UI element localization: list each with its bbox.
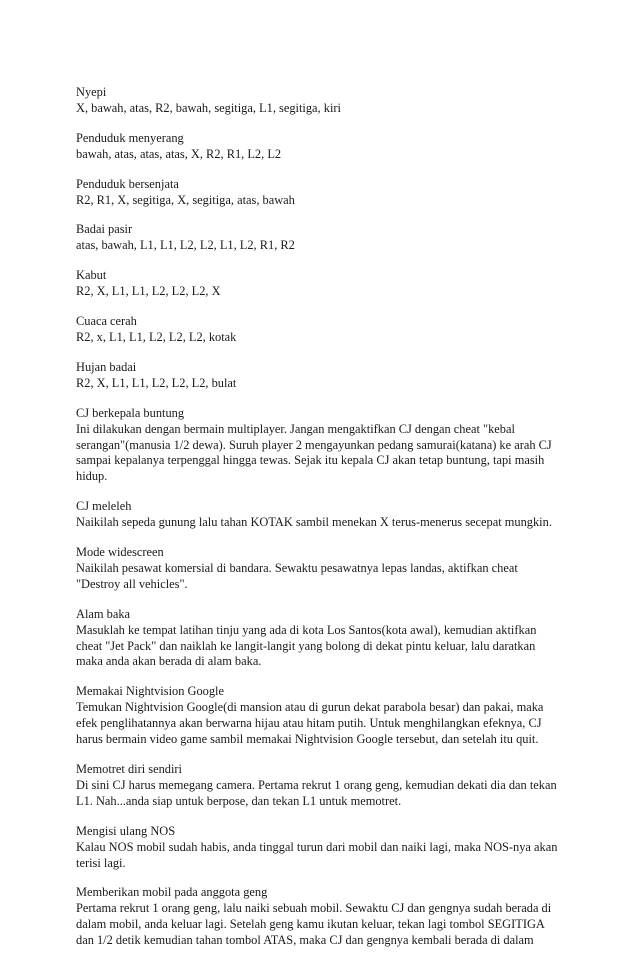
cheat-description-line: Di sini CJ harus memegang camera. Pertama rekrut 1 orang geng, kemudian dekati dia dan tekan [76,777,557,792]
cheat-section [76,177,576,209]
cheat-section [76,684,576,748]
cheat-description-line: serangan"(manusia 1/2 dewa). Suruh player 2 mengayunkan pedang samurai(katana) ke arah CJ [76,437,552,452]
cheat-description-line: "Destroy all vehicles". [76,576,188,591]
cheat-title: Kabut [76,268,107,283]
cheat-description-line: maka anda akan berada di alam baka. [76,654,262,669]
cheat-section [76,222,576,254]
cheat-title: Cuaca cerah [76,314,137,329]
cheat-description-line: R2, X, L1, L1, L2, L2, L2, X [76,284,221,299]
cheat-title: Penduduk bersenjata [76,176,179,191]
cheat-description-line: R2, X, L1, L1, L2, L2, L2, bulat [76,375,237,390]
cheat-description-line: atas, bawah, L1, L1, L2, L2, L1, L2, R1, R2 [76,238,295,253]
cheat-section [76,314,576,346]
cheat-section [76,268,576,300]
cheat-title: CJ berkepala buntung [76,405,185,420]
cheat-section [76,85,576,117]
cheat-description-line: Ini dilakukan dengan bermain multiplayer. Jangan mengaktifkan CJ dengan cheat "kebal [76,421,515,436]
cheat-section [76,406,576,486]
cheat-description-line: terisi lagi. [76,855,126,870]
cheat-description-line: efek penglihatannya akan berwarna hijau atau hitam putih. Untuk menghilangkan efeknya, CJ [76,716,542,731]
cheat-title: CJ meleleh [76,499,132,514]
cheat-description-line: Temukan Nightvision Google(di mansion atau di gurun dekat parabola besar) dan pakai, maka [76,700,544,715]
cheat-description-line: hidup. [76,469,108,484]
cheat-description-line: dan 1/2 detik kemudian tahan tombol ATAS, maka CJ dan gengnya kembali berada di dalam [76,933,534,948]
cheat-section [76,762,576,810]
cheat-title: Alam baka [76,606,131,621]
cheat-description-line: L1. Nah...anda siap untuk berpose, dan tekan L1 untuk memotret. [76,793,402,808]
cheat-description-line: R2, R1, X, segitiga, X, segitiga, atas, bawah [76,192,295,207]
cheat-description-line: harus bermain video game sambil memakai Nightvision Google tersebut, dan setelah itu quit. [76,732,539,747]
cheat-description-line: X, bawah, atas, R2, bawah, segitiga, L1, segitiga, kiri [76,100,341,115]
cheat-title: Badai pasir [76,222,133,237]
cheat-title: Mode widescreen [76,545,164,560]
cheat-title: Memakai Nightvision Google [76,684,224,699]
cheat-section [76,499,576,531]
cheat-description-line: cheat "Jet Pack" dan naiklah ke langit-langit yang bolong di dekat pintu keluar, lalu daratkan [76,638,536,653]
cheat-section [76,131,576,163]
cheat-description-line: sampai kepalanya terpenggal hingga tewas. Sejak itu kepala CJ akan tetap buntung, tapi masih [76,453,545,468]
cheat-description-line: Masuklah ke tempat latihan tinju yang ada di kota Los Santos(kota awal), kemudian aktifkan [76,622,537,637]
cheat-section [76,885,576,949]
cheat-title: Memberikan mobil pada anggota geng [76,885,268,900]
cheat-title: Hujan badai [76,359,137,374]
cheat-description-line: Naikilah sepeda gunung lalu tahan KOTAK sambil menekan X terus-menerus secepat mungkin. [76,515,552,530]
cheat-title: Penduduk menyerang [76,130,184,145]
cheat-section [76,545,576,593]
cheat-description-line: dalam mobil, anda keluar lagi. Setelah geng kamu ikutan keluar, tekan lagi tombol SEGITIGA [76,917,545,932]
cheat-description-line: Kalau NOS mobil sudah habis, anda tinggal turun dari mobil dan naiki lagi, maka NOS-nya akan [76,839,558,854]
cheat-title: Memotret diri sendiri [76,762,182,776]
cheat-title: Nyepi [76,85,107,99]
cheat-section [76,824,576,872]
document-body [76,85,576,963]
cheat-description-line: Naikilah pesawat komersial di bandara. Sewaktu pesawatnya lepas landas, aktifkan cheat [76,560,518,575]
cheat-description-line: R2, x, L1, L1, L2, L2, L2, kotak [76,329,237,344]
cheat-description-line: Pertama rekrut 1 orang geng, lalu naiki sebuah mobil. Sewaktu CJ dan gengnya sudah berada di [76,901,552,916]
cheat-description-line: bawah, atas, atas, atas, X, R2, R1, L2, L2 [76,146,282,161]
cheat-section [76,360,576,392]
cheat-title: Mengisi ulang NOS [76,823,176,838]
cheat-section [76,607,576,671]
